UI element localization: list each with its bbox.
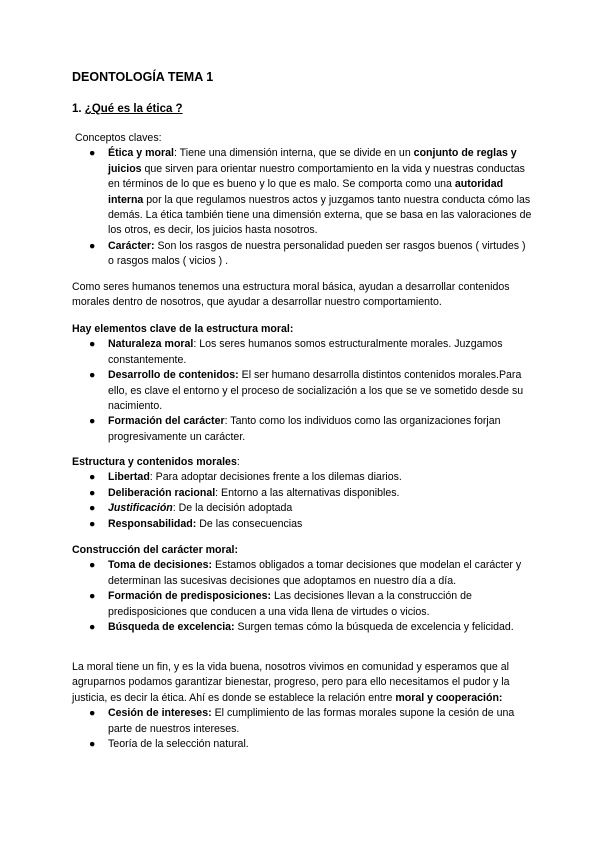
character-section [72,543,532,635]
list-item [89,470,532,485]
bullet-icon: ● [89,502,96,515]
term: Naturaleza moral [108,338,194,351]
bullet-icon: ● [89,486,96,499]
term: Responsabilidad: [108,517,197,530]
text: El ser humano desarrolla distintos contenidos morales.Para ello, es clave el entorno y el proceso de socialización a los que se ve sometido desde su nacimiento. [108,369,524,413]
text: Teoría de la selección natural. [108,738,249,751]
section-heading [72,455,532,470]
term: Búsqueda de excelencia: [108,621,235,634]
concepts-label: Conceptos claves: [75,132,162,144]
intro-paragraph [72,280,532,311]
bullet-icon: ● [89,559,96,572]
paragraph-bold: moral y cooperación: [395,691,503,704]
text: Son los rasgos de nuestra personalidad pueden ser rasgos buenos ( virtudes ) o rasgos malos ( vicios ) . [108,239,526,268]
bullet-icon: ● [89,621,96,634]
character-list [72,558,532,635]
text: : Entorno a las alternativas disponibles. [215,486,400,499]
contents-section [72,455,532,532]
bullet-icon: ● [89,239,96,252]
section-heading: Construcción del carácter moral: [72,544,239,556]
text: Las decisiones llevan a la construcción de predisposiciones que conducen a una vida llena de virtudes o vicios. [108,590,472,618]
text: De las consecuencias [199,517,303,530]
heading-tail: : [236,456,240,468]
paragraph-text: Como seres humanos tenemos una estructura moral básica, ayudan a desarrollar contenidos morales dentro de nosotros, que ayudar a desarrollar nuestro comportamiento. [72,281,510,309]
list-item [89,558,532,589]
list-item [89,368,532,414]
text: : Para adoptar decisiones frente a los dilemas diarios. [149,471,402,484]
term: Justificación [108,502,173,515]
list-item [89,737,532,752]
list-item [89,501,532,516]
text: : Los seres humanos somos estructuralmente morales. Juzgamos constantemente. [108,338,503,366]
list-item [89,337,532,368]
term: Cesión de intereses: [108,707,212,720]
bullet-icon: ● [89,338,96,351]
term: Formación de predisposiciones: [108,590,272,603]
term: autoridad interna [108,178,504,206]
paragraph [72,660,532,706]
term: Carácter: [108,239,155,252]
list-item [89,146,532,238]
bullet-icon: ● [89,415,96,428]
concepts-list [72,146,532,269]
text: Surgen temas cómo la búsqueda de excelencia y felicidad. [237,621,514,634]
text: : Tiene una dimensión interna, que se divide en un [173,147,411,160]
structure-section [72,322,532,445]
text: por la que regulamos nuestros actos y juzgamos tanto nuestra conducta cómo las demás. La ética también tiene una dimensión externa, que se basa en las valoraciones de los otros, es decir, los juicios hasta nosotros. [108,193,532,237]
bullet-icon: ● [89,471,96,484]
list-item [89,239,532,270]
list-item [89,706,532,737]
bullet-icon: ● [89,590,96,603]
bullet-icon: ● [89,738,96,751]
text: : De la decisión adoptada [172,502,293,515]
section-question [72,103,183,115]
list-item [89,414,532,445]
paragraph-text: La moral tiene un fin, y es la vida buena, nosotros vivimos en comunidad y esperamos que al agruparnos podamos garantizar bienestar, progreso, pero para ello necesitamos el pudor y la justicia, es decir la ética. Ahí es donde se establece la relación entre [72,661,510,704]
bullet-icon: ● [89,707,96,720]
bullet-icon: ● [89,369,96,382]
term: Desarrollo de contenidos: [108,369,239,382]
list-item [89,620,532,635]
list-item [89,486,532,501]
document-title: DEONTOLOGÍA TEMA 1 [72,70,214,84]
bullet-icon: ● [89,147,96,160]
structure-list [72,337,532,445]
term: conjunto de reglas y juicios [108,147,517,175]
cooperation-list [72,706,532,752]
text: que sirven para orientar nuestro comportamiento en la vida y nuestras conductas en términos de lo que es bueno y lo que es malo. Se comporta como una [108,162,525,191]
text: El cumplimiento de las formas morales supone la cesión de una parte de nuestros intereses. [108,707,515,735]
list-item [89,589,532,620]
bullet-icon: ● [89,517,96,530]
list-item [89,517,532,532]
question-text: ¿Qué es la ética ? [84,103,183,115]
concepts-section [72,131,532,270]
cooperation-section [72,660,532,752]
term: Toma de decisiones: [108,559,213,572]
term: Formación del carácter [108,415,225,428]
section-heading: Hay elementos clave de la estructura moral: [72,323,294,335]
text: Estamos obligados a tomar decisiones que modelan el carácter y determinan las sucesivas decisiones que adoptamos en nuestro día a día. [108,559,522,587]
text: : Tanto como los individuos como las organizaciones forjan progresivamente un carácter. [108,415,501,443]
contents-list [72,470,532,532]
question-number: 1. [72,103,82,115]
term: Ética y moral [108,147,174,160]
heading-text: Estructura y contenidos morales [72,456,237,468]
term: Deliberación racional [108,486,216,499]
term: Libertad [108,471,150,484]
